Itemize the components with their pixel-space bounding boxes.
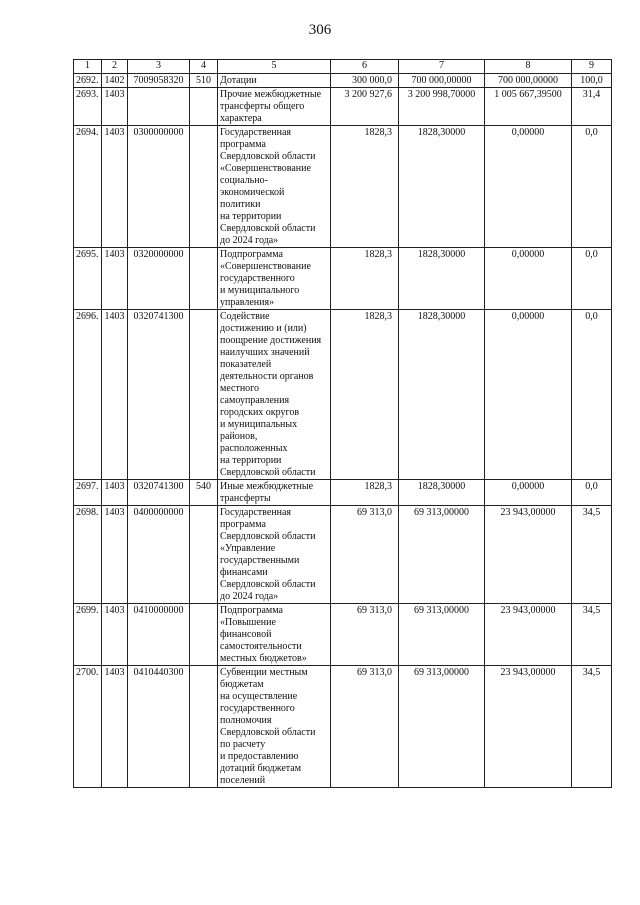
target-code: 0320000000	[128, 248, 190, 310]
executed-amount: 700 000,00000	[485, 74, 572, 88]
planned-amount: 1828,3	[331, 248, 399, 310]
row-number: 2692.	[74, 74, 102, 88]
execution-percent: 100,0	[572, 74, 612, 88]
executed-amount: 0,00000	[485, 126, 572, 248]
row-number: 2694.	[74, 126, 102, 248]
executed-amount: 23 943,00000	[485, 604, 572, 666]
approved-amount: 1828,30000	[399, 310, 485, 480]
execution-percent: 0,0	[572, 310, 612, 480]
column-header: 7	[399, 60, 485, 74]
approved-amount: 1828,30000	[399, 480, 485, 506]
budget-table	[73, 59, 612, 788]
expense-type	[190, 126, 218, 248]
expense-type: 510	[190, 74, 218, 88]
table-row	[74, 310, 612, 480]
section-code: 1403	[102, 506, 128, 604]
row-number: 2693.	[74, 88, 102, 126]
executed-amount: 0,00000	[485, 480, 572, 506]
section-code: 1403	[102, 310, 128, 480]
item-name: Прочие межбюджетные трансферты общего характера	[218, 88, 331, 126]
header-row	[74, 60, 612, 74]
target-code: 0320741300	[128, 480, 190, 506]
column-header: 6	[331, 60, 399, 74]
section-code: 1403	[102, 126, 128, 248]
item-name: Подпрограмма «Повышение финансовой самостоятельности местных бюджетов»	[218, 604, 331, 666]
executed-amount: 23 943,00000	[485, 506, 572, 604]
item-name: Дотации	[218, 74, 331, 88]
row-number: 2700.	[74, 666, 102, 788]
item-name: Государственная программа Свердловской области «Совершенствование социально- экономической политики на территории Свердловской области до 2024 года»	[218, 126, 331, 248]
expense-type	[190, 604, 218, 666]
page-number: 306	[308, 22, 332, 38]
execution-percent: 0,0	[572, 126, 612, 248]
table-row	[74, 506, 612, 604]
column-header: 8	[485, 60, 572, 74]
planned-amount: 1828,3	[331, 310, 399, 480]
section-code: 1403	[102, 604, 128, 666]
table-row	[74, 248, 612, 310]
row-number: 2698.	[74, 506, 102, 604]
expense-type	[190, 506, 218, 604]
planned-amount: 3 200 927,6	[331, 88, 399, 126]
item-name: Государственная программа Свердловской области «Управление государственными финансами Свердловской области до 2024 года»	[218, 506, 331, 604]
approved-amount: 69 313,00000	[399, 506, 485, 604]
section-code: 1403	[102, 248, 128, 310]
target-code	[128, 88, 190, 126]
executed-amount: 0,00000	[485, 310, 572, 480]
execution-percent: 34,5	[572, 506, 612, 604]
row-number: 2696.	[74, 310, 102, 480]
column-header: 5	[218, 60, 331, 74]
section-code: 1402	[102, 74, 128, 88]
planned-amount: 300 000,0	[331, 74, 399, 88]
item-name: Субвенции местным бюджетам на осуществление государственного полномочия Свердловской области по расчету и предоставлению дотаций бюджетам поселений	[218, 666, 331, 788]
planned-amount: 69 313,0	[331, 604, 399, 666]
column-header: 9	[572, 60, 612, 74]
execution-percent: 0,0	[572, 248, 612, 310]
table-row	[74, 126, 612, 248]
approved-amount: 69 313,00000	[399, 604, 485, 666]
section-code: 1403	[102, 88, 128, 126]
executed-amount: 0,00000	[485, 248, 572, 310]
execution-percent: 31,4	[572, 88, 612, 126]
column-header: 2	[102, 60, 128, 74]
table-row	[74, 74, 612, 88]
column-header: 3	[128, 60, 190, 74]
column-header: 1	[74, 60, 102, 74]
column-header: 4	[190, 60, 218, 74]
approved-amount: 69 313,00000	[399, 666, 485, 788]
planned-amount: 1828,3	[331, 126, 399, 248]
item-name: Подпрограмма «Совершенствование государственного и муниципального управления»	[218, 248, 331, 310]
approved-amount: 1828,30000	[399, 126, 485, 248]
target-code: 0320741300	[128, 310, 190, 480]
planned-amount: 69 313,0	[331, 506, 399, 604]
execution-percent: 0,0	[572, 480, 612, 506]
planned-amount: 1828,3	[331, 480, 399, 506]
table-row	[74, 604, 612, 666]
approved-amount: 3 200 998,70000	[399, 88, 485, 126]
expense-type	[190, 310, 218, 480]
target-code: 0300000000	[128, 126, 190, 248]
table-row	[74, 88, 612, 126]
table-row	[74, 480, 612, 506]
row-number: 2695.	[74, 248, 102, 310]
table-row	[74, 666, 612, 788]
executed-amount: 23 943,00000	[485, 666, 572, 788]
approved-amount: 700 000,00000	[399, 74, 485, 88]
section-code: 1403	[102, 666, 128, 788]
row-number: 2697.	[74, 480, 102, 506]
target-code: 0410440300	[128, 666, 190, 788]
expense-type: 540	[190, 480, 218, 506]
expense-type	[190, 666, 218, 788]
execution-percent: 34,5	[572, 604, 612, 666]
item-name: Иные межбюджетные трансферты	[218, 480, 331, 506]
item-name: Содействие достижению и (или) поощрение достижения наилучших значений показателей деятельности органов местного самоуправления городских округов и муниципальных районов, расположенных на территории Свердловской области	[218, 310, 331, 480]
target-code: 0400000000	[128, 506, 190, 604]
executed-amount: 1 005 667,39500	[485, 88, 572, 126]
execution-percent: 34,5	[572, 666, 612, 788]
planned-amount: 69 313,0	[331, 666, 399, 788]
target-code: 0410000000	[128, 604, 190, 666]
approved-amount: 1828,30000	[399, 248, 485, 310]
target-code: 7009058320	[128, 74, 190, 88]
section-code: 1403	[102, 480, 128, 506]
expense-type	[190, 88, 218, 126]
row-number: 2699.	[74, 604, 102, 666]
expense-type	[190, 248, 218, 310]
